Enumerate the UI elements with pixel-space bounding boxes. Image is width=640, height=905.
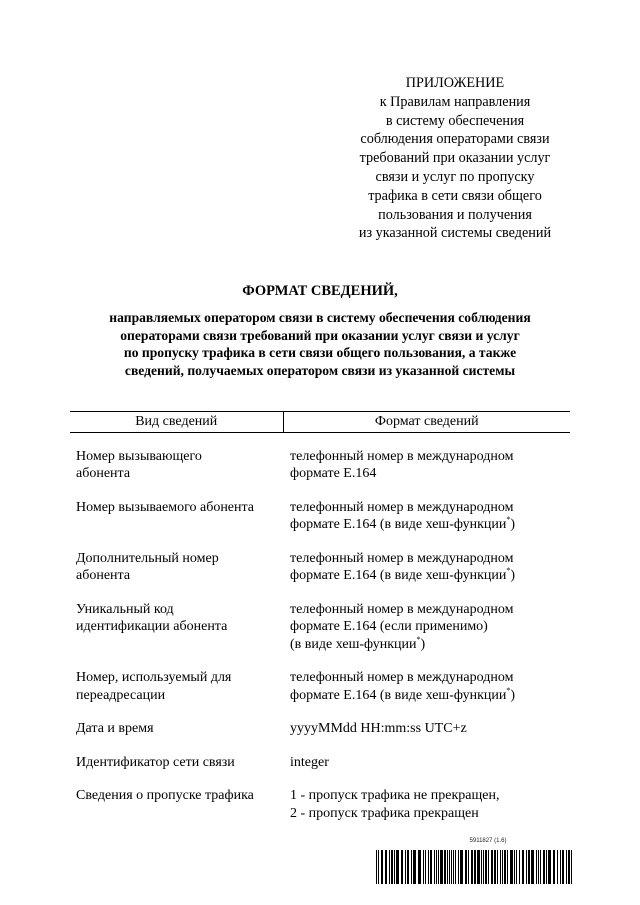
barcode-bar: [413, 850, 416, 884]
closing-paren: ): [510, 687, 516, 703]
cell-kind-line: Номер вызываемого абонента: [76, 499, 255, 515]
cell-format: [283, 787, 570, 822]
cell-format-line: [290, 687, 570, 705]
cell-format-text: телефонный номер в международном: [290, 601, 514, 617]
header-format: Формат сведений: [283, 412, 570, 433]
cell-kind: [70, 787, 283, 822]
barcode-bar: [434, 850, 435, 884]
barcode-bar: [483, 850, 484, 884]
cell-format-text: формате E.164: [290, 466, 377, 481]
barcode-bar: [531, 850, 534, 884]
cell-kind-line: Дополнительный номер: [76, 550, 219, 566]
appendix-line: пользования и получения: [378, 206, 532, 223]
barcode-bar: [376, 850, 377, 884]
row-spacer: [70, 738, 570, 754]
cell-format-line: [290, 550, 570, 568]
cell-kind-line: идентификации абонента: [76, 619, 228, 634]
appendix-line: к Правилам направления: [379, 93, 531, 110]
cell-format-text: телефонный номер в международном: [290, 499, 514, 515]
barcode-bar: [566, 850, 567, 884]
table-body: [70, 432, 570, 822]
table-row: [70, 720, 570, 738]
cell-format: [283, 601, 570, 654]
barcode-bar: [526, 850, 527, 884]
footnote-star: *: [506, 685, 511, 695]
barcode-bar: [494, 850, 496, 884]
row-spacer: [70, 653, 570, 669]
subtitle-line: сведений, получаемых оператором связи из указанной системы: [124, 363, 516, 379]
appendix-line: связи и услуг по пропуску: [375, 168, 535, 185]
cell-format-text: формате E.164 (если применимо): [290, 619, 488, 634]
cell-format-text: (в виде хеш-функции: [290, 636, 417, 652]
appendix-line: ПРИЛОЖЕНИЕ: [405, 75, 505, 91]
barcode-bar: [488, 850, 489, 884]
appendix-header: [330, 74, 580, 243]
cell-kind-line: абонента: [76, 568, 131, 583]
barcode-bar: [504, 850, 506, 884]
cell-format-text: 2 - пропуск трафика прекращен: [290, 805, 479, 821]
barcode-bar: [401, 850, 403, 884]
barcode-bar: [507, 850, 508, 884]
cell-format-line: [290, 636, 570, 654]
barcode-bar: [425, 850, 426, 884]
barcode-bar: [510, 850, 513, 884]
barcode-bar: [449, 850, 450, 884]
header-kind: Вид сведений: [70, 412, 283, 433]
barcode-bar: [546, 850, 547, 884]
barcode-bar: [538, 850, 539, 884]
format-table: [70, 411, 570, 822]
cell-format: [283, 499, 570, 534]
subtitle-line: направляемых оператором связи в систему обеспечения соблюдения: [109, 310, 531, 325]
cell-format-text: телефонный номер в международном: [290, 670, 514, 685]
barcode-bar: [389, 850, 390, 884]
barcode-bar: [453, 850, 454, 884]
barcode-bar: [418, 850, 421, 884]
barcode-bar: [485, 850, 487, 884]
barcode-bar: [405, 850, 406, 884]
table-row: [70, 787, 570, 822]
row-spacer: [70, 771, 570, 787]
barcode-bar: [378, 850, 379, 884]
barcode-bar: [444, 850, 446, 884]
cell-format-line: [290, 754, 570, 772]
barcode-bar: [500, 850, 501, 884]
barcode-bar: [477, 850, 480, 884]
closing-paren: ): [510, 517, 516, 532]
cell-kind-line: Идентификатор сети связи: [76, 754, 235, 770]
table-header-row: [70, 412, 570, 433]
cell-format-line: [290, 448, 570, 466]
barcode-bar: [465, 850, 467, 884]
cell-format-line: [290, 499, 570, 517]
barcode-bar: [528, 850, 530, 884]
footnote-star: *: [506, 566, 511, 575]
cell-format: [283, 720, 570, 738]
cell-kind-line: Уникальный код: [76, 601, 174, 617]
closing-paren: ): [420, 636, 426, 652]
barcode-bar: [553, 850, 555, 884]
cell-format-text: телефонный номер в международном: [290, 448, 514, 464]
barcode-bar: [436, 850, 437, 884]
barcode-bar: [536, 850, 537, 884]
barcode-image: [376, 850, 572, 884]
table-row: [70, 448, 570, 483]
cell-format-line: [290, 805, 570, 823]
barcode-bar: [540, 850, 541, 884]
cell-format-text: yyyyMMdd HH:mm:ss UTC+z: [290, 721, 467, 736]
cell-kind-line: переадресации: [76, 687, 166, 703]
appendix-line: соблюдения операторами связи: [360, 131, 550, 148]
barcode-bar: [522, 850, 524, 884]
cell-kind-line: абонента: [76, 466, 131, 481]
row-spacer: [70, 483, 570, 499]
barcode-bar: [557, 850, 558, 884]
cell-kind-line: Сведения о пропуске трафика: [76, 788, 254, 803]
row-spacer: [70, 704, 570, 720]
cell-kind: [70, 499, 283, 534]
cell-format: [283, 550, 570, 585]
cell-kind: [70, 669, 283, 704]
cell-format-line: [290, 618, 570, 636]
cell-kind-line: Номер, используемый для: [76, 670, 232, 685]
barcode-bar: [438, 850, 439, 884]
closing-paren: ): [510, 568, 516, 583]
cell-kind: [70, 601, 283, 654]
barcode-bar: [407, 850, 409, 884]
barcode-bar: [447, 850, 448, 884]
barcode-bar: [460, 850, 463, 884]
barcode-bar: [430, 850, 432, 884]
barcode-bar: [391, 850, 393, 884]
cell-format-line: [290, 669, 570, 687]
subtitle-line: по пропуску трафика в сети связи общего пользования, а также: [123, 345, 517, 361]
barcode-bar: [385, 850, 387, 884]
barcode-bar: [497, 850, 498, 884]
barcode-number: 5911827 (1.6): [469, 838, 507, 844]
barcode-bar: [428, 850, 429, 884]
barcode-bar: [394, 850, 395, 884]
barcode-bar: [440, 850, 443, 884]
cell-kind: [70, 720, 283, 738]
cell-format: [283, 669, 570, 704]
row-spacer: [70, 585, 570, 601]
barcode-bar: [451, 850, 452, 884]
cell-format: [283, 448, 570, 483]
table-row: [70, 499, 570, 534]
row-spacer: [70, 432, 570, 448]
row-spacer: [70, 534, 570, 550]
cell-format-line: [290, 516, 570, 534]
barcode-bar: [468, 850, 469, 884]
footnote-star: *: [506, 515, 511, 524]
cell-format-line: [290, 601, 570, 619]
document-subtitle: [70, 309, 570, 380]
barcode-bar: [491, 850, 493, 884]
appendix-line: требований при оказании услуг: [359, 150, 551, 167]
table-row: [70, 550, 570, 585]
cell-kind: [70, 550, 283, 585]
barcode-bar: [455, 850, 456, 884]
barcode-bar: [548, 850, 551, 884]
cell-format-text: 1 - пропуск трафика не прекращен,: [290, 788, 500, 803]
barcode-bar: [560, 850, 561, 884]
cell-format-line: [290, 567, 570, 585]
cell-format: [283, 754, 570, 772]
cell-kind-line: Дата и время: [76, 721, 154, 736]
appendix-line: из указанной системы сведений: [358, 225, 552, 242]
barcode-bar: [571, 850, 572, 884]
barcode-bar: [381, 850, 383, 884]
barcode-bar: [562, 850, 564, 884]
appendix-line: в систему обеспечения: [385, 112, 525, 129]
cell-format-text: формате E.164 (в виде хеш-функции: [290, 687, 507, 703]
barcode-bar: [502, 850, 503, 884]
cell-kind: [70, 754, 283, 772]
barcode-bar: [458, 850, 459, 884]
appendix-line: трафика в сети связи общего: [368, 187, 542, 204]
table-row: [70, 669, 570, 704]
cell-format-text: телефонный номер в международном: [290, 550, 514, 566]
table-row: [70, 601, 570, 654]
barcode-bar: [474, 850, 476, 884]
table-row: [70, 754, 570, 772]
cell-kind-line: Номер вызывающего: [76, 448, 202, 464]
cell-format-line: [290, 465, 570, 483]
barcode-bar: [471, 850, 473, 884]
barcode-bar: [516, 850, 517, 884]
document-title: ФОРМАТ СВЕДЕНИЙ,: [242, 283, 398, 299]
barcode-bar: [519, 850, 520, 884]
barcode-bar: [411, 850, 412, 884]
barcode-bar: [543, 850, 545, 884]
cell-format-text: формате E.164 (в виде хеш-функции: [290, 568, 507, 583]
barcode-bar: [396, 850, 399, 884]
barcode-bar: [514, 850, 515, 884]
cell-format-line: [290, 787, 570, 805]
cell-format-text: формате E.164 (в виде хеш-функции: [290, 517, 507, 532]
footnote-star: *: [416, 634, 421, 644]
cell-kind: [70, 448, 283, 483]
barcode-bar: [423, 850, 424, 884]
barcode-bar: [481, 850, 482, 884]
cell-format-line: [290, 720, 570, 738]
cell-format-text: integer: [290, 754, 329, 770]
barcode-bar: [568, 850, 570, 884]
subtitle-line: операторами связи требований при оказании услуг связи и услуг: [120, 327, 520, 343]
